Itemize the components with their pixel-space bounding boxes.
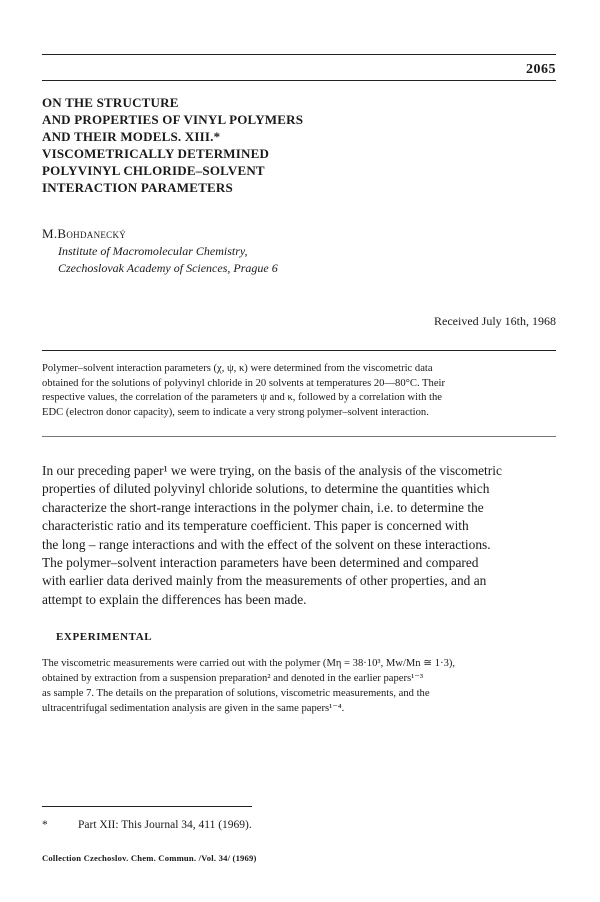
body-line: characterize the short-range interactions in the polymer chain, i.e. to determine the: [42, 499, 484, 515]
affiliation-line: Czechoslovak Academy of Sciences, Prague 6: [58, 261, 278, 275]
subtitle-line: POLYVINYL CHLORIDE–SOLVENT: [42, 163, 265, 178]
introduction-paragraph: [42, 462, 556, 609]
body-line: In our preceding paper¹ we were trying, on the basis of the analysis of the viscometric: [42, 463, 502, 478]
body-line: characteristic ratio and its temperature coefficient. This paper is concerned with: [42, 518, 469, 534]
journal-footer: Collection Czechoslov. Chem. Commun. /Vol. 34/ (1969): [42, 853, 257, 863]
footnote-rule: [42, 806, 252, 807]
body-line: attempt to explain the differences has been made.: [42, 591, 307, 607]
title-line: ON THE STRUCTURE: [42, 95, 179, 110]
body-line: The polymer–solvent interaction parameters have been determined and compared: [42, 555, 479, 571]
abstract-rule-bottom: [42, 436, 556, 437]
title-line: AND THEIR MODELS. XIII.*: [42, 129, 221, 144]
abstract: [42, 362, 556, 420]
author-name: M.Bohdanecký: [42, 226, 127, 241]
experimental-paragraph: [42, 656, 556, 716]
article-title: [42, 94, 502, 196]
header-rule: [42, 54, 556, 55]
title-line: AND PROPERTIES OF VINYL POLYMERS: [42, 112, 304, 127]
affiliation-line: Institute of Macromolecular Chemistry,: [58, 244, 248, 258]
abstract-line: obtained for the solutions of polyvinyl chloride in 20 solvents at temperatures 20—80°C. Their: [42, 377, 446, 389]
author-affiliation: [58, 243, 278, 277]
abstract-line: Polymer–solvent interaction parameters (χ, ψ, κ) were determined from the viscometric data: [42, 363, 433, 374]
experimental-line: The viscometric measurements were carried out with the polymer (Mη = 38·10³, Mw/Mn ≅ 1·3),: [42, 658, 456, 669]
section-heading: EXPERIMENTAL: [56, 631, 153, 643]
page-number: 2065: [526, 62, 556, 77]
body-line: properties of diluted polyvinyl chloride solutions, to determine the quantities which: [42, 481, 490, 497]
experimental-line: obtained by extraction from a suspension preparation² and denoted in the earlier papers¹⁻³: [42, 673, 424, 684]
abstract-line: EDC (electron donor capacity), seem to indicate a very strong polymer–solvent interaction.: [42, 406, 429, 418]
body-line: with earlier data derived mainly from the measurements of other properties, and an: [42, 573, 487, 589]
experimental-line: ultracentrifugal sedimentation analysis are given in the same papers¹⁻⁴.: [42, 703, 345, 714]
subtitle-line: VISCOMETRICALLY DETERMINED: [42, 146, 270, 161]
experimental-line: as sample 7. The details on the preparation of solutions, viscometric measurements, and the: [42, 688, 430, 699]
footnote-mark: *: [42, 819, 48, 831]
subtitle-line: INTERACTION PARAMETERS: [42, 180, 233, 195]
footnote-text: Part XII: This Journal 34, 411 (1969).: [78, 819, 252, 831]
abstract-line: respective values, the correlation of the parameters ψ and κ, followed by a correlation with the: [42, 392, 442, 403]
footnote: [42, 819, 252, 831]
body-line: the long – range interactions and with the effect of the solvent on these interactions.: [42, 536, 491, 552]
abstract-rule-top: [42, 350, 556, 351]
received-date: Received July 16th, 1968: [434, 314, 556, 328]
header-rule-lower: [42, 80, 556, 81]
